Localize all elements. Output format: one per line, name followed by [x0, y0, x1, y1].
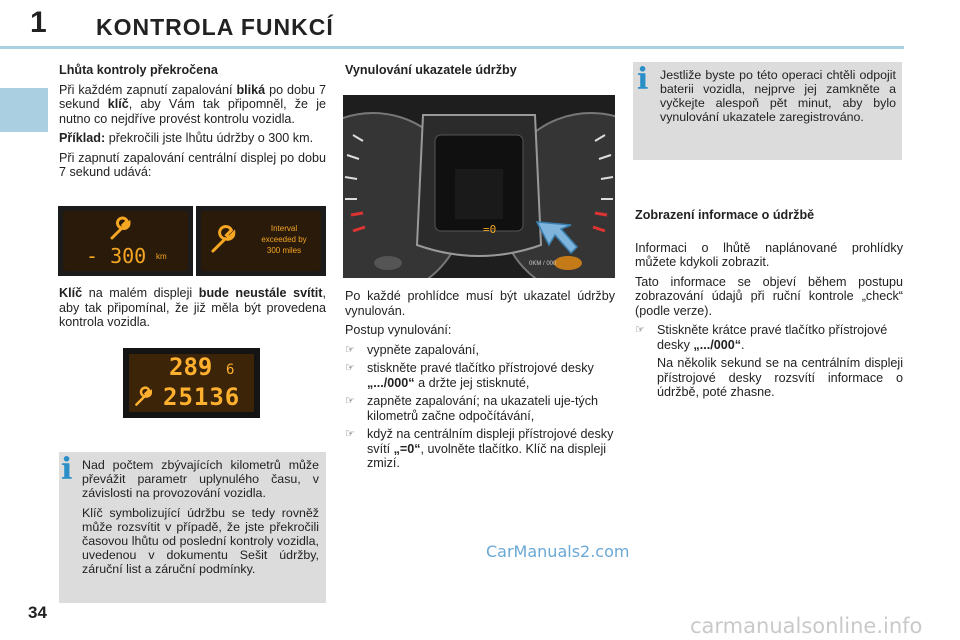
info-box-2-p1: Jestliže byste po této operaci chtěli odpojit baterii vozidla, nejprve jej zamkněte a vyčkejte alespoň pět minut, aby bylo vynulování ukazatele zaregistrováno. — [660, 68, 896, 124]
header-rule — [0, 46, 904, 49]
reset-paragraph-2: Postup vynulování: — [345, 323, 452, 337]
info-icon: i — [61, 452, 73, 487]
reset-steps-list — [345, 343, 615, 471]
wrench-icon — [133, 386, 155, 408]
miles-line-3: 300 miles — [266, 246, 302, 255]
overdue-paragraph-3: Při zapnutí zapalování centrální displej po dobu 7 sekund udává: — [59, 150, 326, 179]
pointing-hand-icon: ☞ — [635, 324, 645, 336]
info-icon: i — [637, 62, 649, 97]
km-display-unit: km — [156, 252, 167, 261]
display-odometer-picture — [123, 348, 260, 418]
pointing-hand-icon: ☞ — [345, 362, 355, 374]
cluster-button-label: 0KM / 000 — [529, 261, 557, 267]
pointing-hand-icon: ☞ — [345, 395, 355, 407]
key-paragraph: Klíč na malém displeji bude neustále svítit, aby tak připomínal, že již měla být provedena kontrola vozidla. — [59, 286, 326, 329]
info-box-1-text — [82, 458, 319, 582]
reset-heading: Vynulování ukazatele údržby — [345, 63, 517, 77]
display-info-paragraph-2: Tato informace se objeví během postupu zobrazování údajů při ruční kontrole „check“ (podle verze). — [635, 274, 903, 318]
km-display-value: - 300 — [86, 244, 147, 268]
reset-step: ☞ stiskněte pravé tlačítko přístrojové desky „.../000“ a držte jej stisknuté, — [345, 361, 594, 390]
pointing-hand-icon: ☞ — [345, 428, 355, 440]
display-miles-picture — [196, 206, 326, 276]
miles-display-text — [248, 223, 320, 256]
trip-display-decimal: 6 — [226, 362, 235, 378]
info-box-time-limit — [59, 452, 326, 603]
reset-step: ☞ když na centrálním displeji přístrojové desky svítí „=0“, uvolněte tlačítko. Klíč na displeji zmizí. — [345, 427, 614, 470]
chapter-number: 1 — [30, 6, 47, 39]
column-3-text — [635, 208, 903, 405]
info-box-2-text — [660, 68, 896, 130]
info-box-1-p2: Klíč symbolizující údržbu se tedy rovněž může rozsvítit v případě, že jste překročili časovou lhůtu od poslední kontroly vozidla, uvedenou v dokumentu Sešit údržby, záruční list a záruční podmínky. — [82, 506, 319, 576]
wrench-icon — [108, 216, 134, 242]
miles-line-1: Interval — [270, 224, 298, 233]
instrument-cluster-drawing — [343, 95, 615, 278]
watermark-carmanuals2: CarManuals2.com — [486, 542, 630, 561]
display-info-sub: Na několik sekund se na centrálním displeji přístrojové desky rozsvítí informace o údržbě, poté zhasne. — [657, 356, 903, 399]
watermark-carmanualsonline: carmanualsonline.info — [690, 614, 923, 638]
column-1-upper — [59, 63, 326, 185]
reset-heading-block — [345, 63, 615, 83]
info-box-battery — [633, 62, 902, 160]
wrench-icon — [208, 224, 240, 256]
example-paragraph: Příklad: překročili jste lhůtu údržby o 300 km. — [59, 131, 314, 145]
column-1-lower — [59, 286, 326, 335]
chapter-side-tab — [0, 88, 48, 132]
display-info-step: ☞ Stiskněte krátce pravé tlačítko přístrojové desky „.../000“. — [635, 323, 888, 352]
overdue-paragraph-1: Při každém zapnutí zapalování bliká po dobu 7 sekund klíč, aby Vám tak připomněl, že je nutno co nejdříve provést kontrolu vozidla. — [59, 82, 326, 126]
page-number: 34 — [28, 603, 47, 622]
overdue-heading: Lhůta kontroly překročena — [59, 63, 218, 77]
display-info-paragraph-1: Informaci o lhůtě naplánované prohlídky můžete kdykoli zobrazit. — [635, 240, 903, 269]
display-info-heading: Zobrazení informace o údržbě — [635, 208, 815, 222]
info-box-1-p1: Nad počtem zbývajících kilometrů může převážit parametr uplynulého času, v závislosti na provozování vozidla. — [82, 458, 319, 500]
cluster-readout: =0 — [483, 223, 497, 236]
miles-line-2: exceeded by — [261, 235, 307, 244]
trip-display-value: 289 — [169, 353, 213, 381]
odometer-display-value: 25136 — [163, 383, 241, 411]
column-2-text — [345, 289, 615, 475]
display-km-picture — [58, 206, 193, 276]
reset-step: ☞ zapněte zapalování; na ukazateli uje-tých kilometrů začne odpočítávání, — [345, 394, 599, 423]
reset-step: ☞ vypněte zapalování, — [345, 342, 480, 357]
display-info-list — [635, 323, 903, 352]
pointing-hand-icon: ☞ — [345, 343, 355, 356]
reset-paragraph-1: Po každé prohlídce musí být ukazatel údržby vynulován. — [345, 289, 615, 318]
instrument-cluster-picture — [343, 95, 615, 278]
chapter-title: KONTROLA FUNKCÍ — [96, 14, 334, 40]
